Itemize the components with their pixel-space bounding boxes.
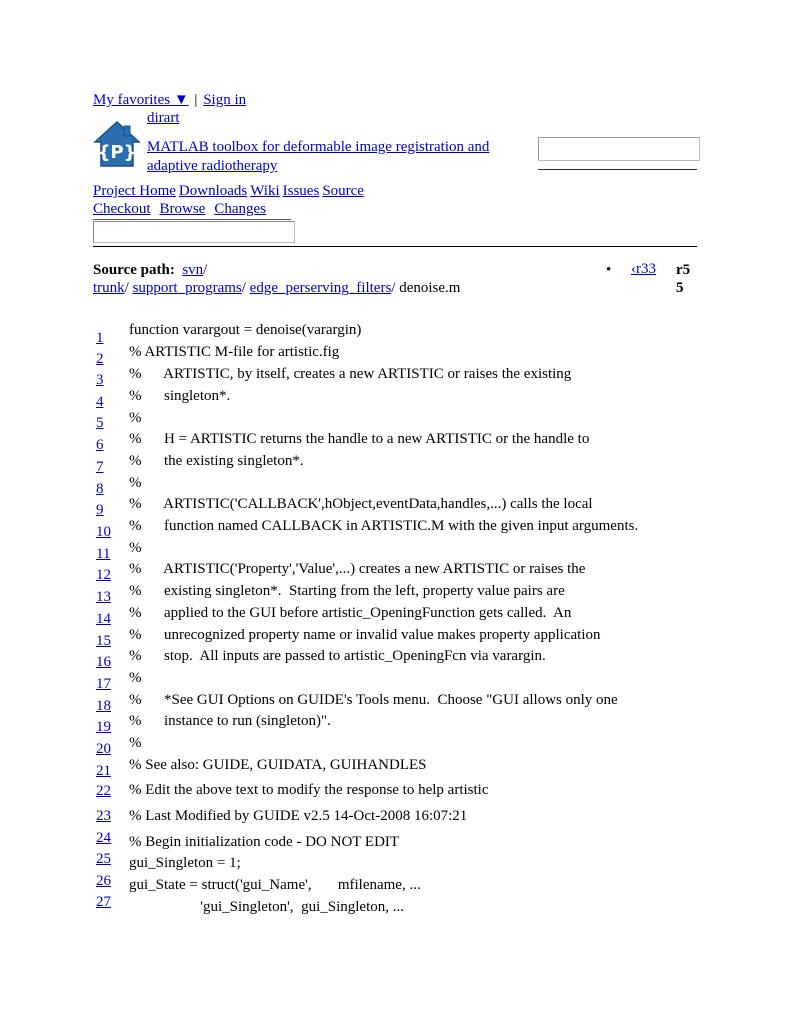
subtabs-underline xyxy=(93,219,291,220)
code-line: function varargout = denoise(varargin) xyxy=(129,322,362,338)
code-line: % xyxy=(129,475,142,491)
revision-bullet: • xyxy=(606,262,612,278)
tab-downloads[interactable]: Downloads xyxy=(178,183,248,199)
line-number-link[interactable]: 2 xyxy=(96,351,104,367)
line-number-link[interactable]: 22 xyxy=(96,783,111,799)
code-line: % xyxy=(129,735,142,751)
code-line: % instance to run (singleton)". xyxy=(129,713,331,729)
search-underline xyxy=(538,169,697,170)
source-subtabs xyxy=(93,201,275,218)
code-line: % Last Modified by GUIDE v2.5 14-Oct-2008 16:07:21 xyxy=(129,808,468,824)
tab-source[interactable]: Source xyxy=(322,183,364,199)
code-line: % ARTISTIC, by itself, creates a new ARTISTIC or raises the existing xyxy=(129,366,572,382)
line-number-link[interactable]: 6 xyxy=(96,437,104,453)
path-file: denoise.m xyxy=(399,280,461,296)
code-line: % ARTISTIC('Property','Value',...) creates a new ARTISTIC or raises the xyxy=(129,561,586,577)
line-number-link[interactable]: 23 xyxy=(96,808,111,824)
current-revision: r55 xyxy=(676,262,691,296)
tab-project-home[interactable]: Project Home xyxy=(93,183,176,199)
line-number-link[interactable]: 26 xyxy=(96,873,111,889)
line-number-link[interactable]: 7 xyxy=(96,459,104,475)
main-tabs xyxy=(93,183,367,200)
code-line: % Edit the above text to modify the response to help artistic xyxy=(129,782,489,798)
code-line: % *See GUI Options on GUIDE's Tools menu. Choose "GUI allows only one xyxy=(129,692,618,708)
code-line: % singleton*. xyxy=(129,388,231,404)
line-number-link[interactable]: 1 xyxy=(96,330,104,346)
sign-in-link[interactable]: Sign in xyxy=(203,92,247,108)
line-number-link[interactable]: 15 xyxy=(96,633,111,649)
path-sep: / xyxy=(391,280,396,296)
line-number-link[interactable]: 20 xyxy=(96,741,111,757)
code-line: % xyxy=(129,670,142,686)
line-number-link[interactable]: 12 xyxy=(96,567,111,583)
line-number-link[interactable]: 25 xyxy=(96,851,111,867)
project-logo-svg xyxy=(93,120,141,168)
path-segment-svn[interactable]: svn xyxy=(182,262,204,278)
line-number-link[interactable]: 9 xyxy=(96,502,104,518)
line-number-link[interactable]: 8 xyxy=(96,481,104,497)
tab-wiki[interactable]: Wiki xyxy=(250,183,280,199)
subtab-browse[interactable]: Browse xyxy=(159,201,206,217)
project-logo-icon[interactable] xyxy=(93,120,141,168)
code-line: gui_Singleton = 1; xyxy=(129,855,241,871)
line-number-link[interactable]: 13 xyxy=(96,589,111,605)
code-line: % xyxy=(129,540,142,556)
source-path-label: Source path: xyxy=(93,262,175,278)
path-sep: / xyxy=(203,262,208,278)
line-number-link[interactable]: 4 xyxy=(96,394,104,410)
subtab-changes[interactable]: Changes xyxy=(214,201,266,217)
project-search-input[interactable] xyxy=(538,137,700,161)
code-line: % stop. All inputs are passed to artistic_OpeningFcn via varargin. xyxy=(129,648,546,664)
my-favorites-link[interactable]: My favorites ▼ xyxy=(93,92,189,108)
code-line: % xyxy=(129,410,142,426)
code-line: % existing singleton*. Starting from the left, property value pairs are xyxy=(129,583,565,599)
path-sep: / xyxy=(124,280,129,296)
code-line: % applied to the GUI before artistic_OpeningFunction gets called. An xyxy=(129,605,572,621)
code-line: % ARTISTIC('CALLBACK',hObject,eventData,handles,...) calls the local xyxy=(129,496,593,512)
top-nav xyxy=(93,92,246,109)
path-segment-edge-filters[interactable]: edge_perserving_filters xyxy=(249,280,392,296)
line-number-link[interactable]: 24 xyxy=(96,830,111,846)
svg-text:{P}: {P} xyxy=(97,142,137,163)
header-divider xyxy=(93,246,697,247)
source-search-input[interactable] xyxy=(93,221,295,243)
line-number-link[interactable]: 19 xyxy=(96,719,111,735)
code-line: 'gui_Singleton', gui_Singleton, ... xyxy=(129,899,404,915)
project-name-link[interactable]: dirart xyxy=(147,110,180,126)
code-line: % function named CALLBACK in ARTISTIC.M with the given input arguments. xyxy=(129,518,639,534)
line-number-link[interactable]: 17 xyxy=(96,676,111,692)
line-number-link[interactable]: 21 xyxy=(96,763,111,779)
tab-issues[interactable]: Issues xyxy=(282,183,320,199)
project-summary-link[interactable]: MATLAB toolbox for deformable image registration and adaptive radiotherapy xyxy=(147,139,490,174)
code-line: % H = ARTISTIC returns the handle to a new ARTISTIC or the handle to xyxy=(129,431,590,447)
line-number-link[interactable]: 27 xyxy=(96,894,111,910)
path-segment-support-programs[interactable]: support_programs xyxy=(132,280,242,296)
path-sep: / xyxy=(241,280,246,296)
topnav-separator: | xyxy=(194,92,198,108)
line-number-link[interactable]: 3 xyxy=(96,372,104,388)
line-number-link[interactable]: 11 xyxy=(96,546,111,562)
subtab-checkout[interactable]: Checkout xyxy=(93,201,151,217)
line-number-link[interactable]: 16 xyxy=(96,654,111,670)
line-number-link[interactable]: 14 xyxy=(96,611,111,627)
code-line: % the existing singleton*. xyxy=(129,453,304,469)
line-number-link[interactable]: 18 xyxy=(96,698,111,714)
previous-revision-link[interactable]: ‹r33 xyxy=(631,261,656,277)
code-line: % Begin initialization code - DO NOT EDIT xyxy=(129,834,400,850)
code-line: % See also: GUIDE, GUIDATA, GUIHANDLES xyxy=(129,757,427,773)
code-line: % unrecognized property name or invalid value makes property application xyxy=(129,627,601,643)
source-path xyxy=(93,261,613,297)
line-number-link[interactable]: 5 xyxy=(96,415,104,431)
path-segment-trunk[interactable]: trunk xyxy=(93,280,125,296)
code-line: gui_State = struct('gui_Name', mfilename, ... xyxy=(129,877,421,893)
code-line: % ARTISTIC M-file for artistic.fig xyxy=(129,344,340,360)
line-number-link[interactable]: 10 xyxy=(96,524,111,540)
